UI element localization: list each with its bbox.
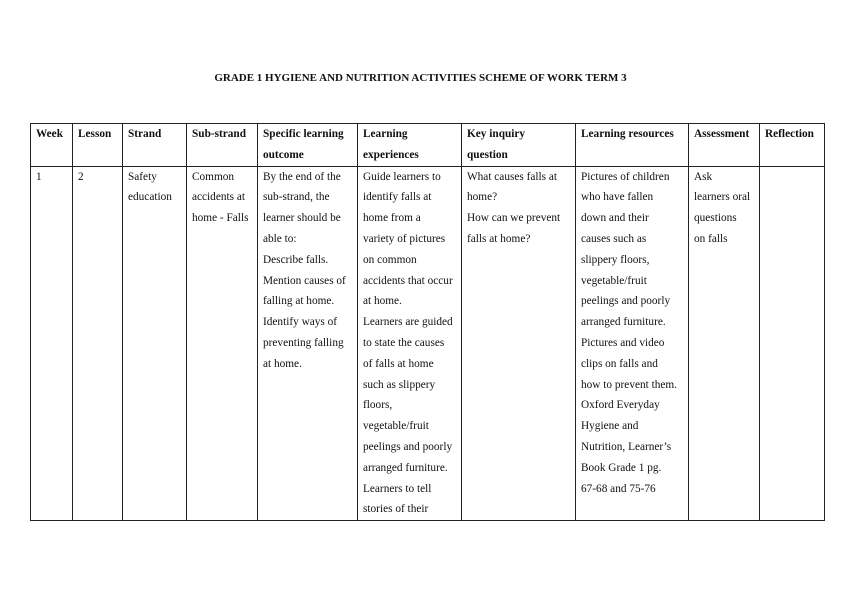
cell-sub-strand xyxy=(187,166,258,521)
header-assessment xyxy=(689,124,760,167)
cell-text: arranged furniture. xyxy=(363,461,448,474)
scheme-of-work-table xyxy=(30,123,825,521)
table-row xyxy=(31,166,825,521)
header-strand xyxy=(123,124,187,167)
header-sub-strand xyxy=(187,124,258,167)
cell-text: Book Grade 1 pg. xyxy=(581,461,662,474)
cell-text: slippery floors, xyxy=(581,253,650,266)
cell-text: how to prevent them. xyxy=(581,378,678,391)
cell-text: Learners to tell xyxy=(363,482,432,495)
cell-text: Pictures and video xyxy=(581,336,665,349)
cell-text: home? xyxy=(467,191,498,204)
cell-learning-resources xyxy=(576,166,689,521)
header-text: Specific learning xyxy=(263,128,344,140)
cell-text: learners oral xyxy=(694,191,751,204)
header-row xyxy=(31,124,825,167)
cell-text: Mention causes of xyxy=(263,274,346,287)
cell-text: Identify ways of xyxy=(263,316,338,329)
cell-learning-experiences xyxy=(358,166,462,521)
cell-text: clips on falls and xyxy=(581,357,658,370)
cell-text: floors, xyxy=(363,399,393,412)
cell-text: home - Falls xyxy=(192,212,249,225)
cell-key-inquiry-question xyxy=(462,166,576,521)
cell-text: accidents that occur xyxy=(363,274,453,287)
cell-text: preventing falling xyxy=(263,336,344,349)
cell-text: falling at home. xyxy=(263,295,335,308)
cell-text: By the end of the xyxy=(263,170,341,183)
cell-text: vegetable/fruit xyxy=(363,420,429,433)
header-text: Week xyxy=(36,128,63,140)
cell-text: learner should be xyxy=(263,212,341,225)
header-learning-resources xyxy=(576,124,689,167)
cell-text: at home. xyxy=(263,357,302,370)
cell-text: at home. xyxy=(363,295,402,308)
cell-assessment xyxy=(689,166,760,521)
cell-specific-learning-outcome xyxy=(258,166,358,521)
cell-text: Safety xyxy=(128,170,157,183)
cell-text: peelings and poorly xyxy=(581,295,671,308)
cell-text: accidents at xyxy=(192,191,246,204)
cell-text: who have fallen xyxy=(581,191,654,204)
cell-text: 2 xyxy=(78,170,84,183)
cell-strand xyxy=(123,166,187,521)
cell-text: Hygiene and xyxy=(581,420,639,433)
cell-text: Common xyxy=(192,170,235,183)
header-text: Lesson xyxy=(78,128,112,140)
cell-text: falls at home? xyxy=(467,232,531,245)
cell-week xyxy=(31,166,73,521)
header-specific-learning-outcome xyxy=(258,124,358,167)
cell-text: education xyxy=(128,191,172,204)
header-text: Assessment xyxy=(694,128,750,140)
cell-text: on common xyxy=(363,253,417,266)
cell-text: down and their xyxy=(581,212,649,225)
cell-text: questions xyxy=(694,212,737,225)
header-reflection xyxy=(760,124,825,167)
cell-text: such as slippery xyxy=(363,378,436,391)
header-text: Learning xyxy=(363,128,408,140)
cell-text: Ask xyxy=(694,170,713,183)
cell-text: variety of pictures xyxy=(363,232,446,245)
cell-text: home from a xyxy=(363,212,421,225)
cell-text: 67-68 and 75-76 xyxy=(581,482,656,495)
cell-reflection xyxy=(760,166,825,521)
header-text: Key inquiry xyxy=(467,128,526,140)
cell-text: of falls at home xyxy=(363,357,434,370)
cell-text: 1 xyxy=(36,170,42,183)
header-learning-experiences xyxy=(358,124,462,167)
header-key-inquiry-question xyxy=(462,124,576,167)
cell-text: causes such as xyxy=(581,232,647,245)
header-text: Reflection xyxy=(765,128,814,140)
cell-text: peelings and poorly xyxy=(363,440,453,453)
cell-lesson xyxy=(73,166,123,521)
cell-text: Learners are guided xyxy=(363,316,453,329)
header-text: Learning resources xyxy=(581,128,674,140)
header-text: experiences xyxy=(363,148,419,161)
header-lesson xyxy=(73,124,123,167)
cell-text: How can we prevent xyxy=(467,212,561,225)
cell-text: on falls xyxy=(694,232,728,245)
header-week xyxy=(31,124,73,167)
cell-text: Nutrition, Learner’s xyxy=(581,440,672,453)
cell-text: stories of their xyxy=(363,503,429,516)
cell-text: Oxford Everyday xyxy=(581,399,660,412)
cell-text: Pictures of children xyxy=(581,170,670,183)
cell-text: able to: xyxy=(263,232,297,245)
header-text: Sub-strand xyxy=(192,128,246,140)
cell-text: sub-strand, the xyxy=(263,191,330,204)
document-title: GRADE 1 HYGIENE AND NUTRITION ACTIVITIES SCHEME OF WORK TERM 3 xyxy=(214,72,627,84)
header-text: Strand xyxy=(128,128,162,140)
header-text: question xyxy=(467,148,508,161)
cell-text: Describe falls. xyxy=(263,253,329,266)
header-text: outcome xyxy=(263,148,304,161)
cell-text: Guide learners to xyxy=(363,170,441,183)
cell-text: to state the causes xyxy=(363,336,445,349)
cell-text: arranged furniture. xyxy=(581,316,666,329)
cell-text: identify falls at xyxy=(363,191,432,204)
cell-text: vegetable/fruit xyxy=(581,274,647,287)
cell-text: What causes falls at xyxy=(467,170,558,183)
